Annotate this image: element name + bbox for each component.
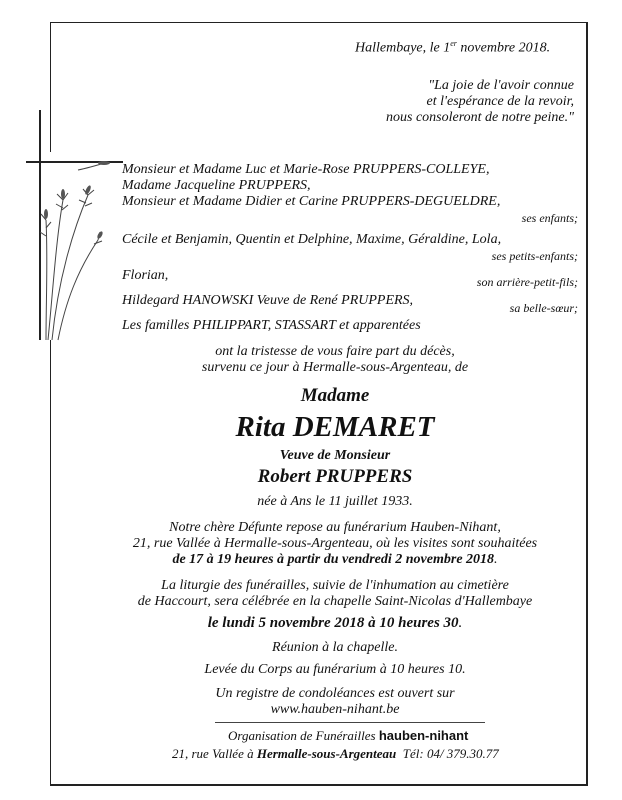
quote-line-1: "La joie de l'avoir connue [428, 78, 574, 93]
register-line: Un registre de condoléances est ouvert sur [215, 686, 455, 701]
liturgy-line-2: de Haccourt, sera célébrée en la chapelle Saint-Nicolas d'Hallembaye [137, 594, 533, 609]
levee-line: Levée du Corps au funérarium à 10 heures 10. [204, 662, 466, 677]
visit-hours: de 17 à 19 heures à partir du vendredi 2 novembre 2018. [172, 552, 498, 567]
quote-line-3: nous consoleront de notre peine." [386, 110, 574, 125]
liturgy-line-1: La liturgie des funérailles, suivie de l'inhumation au cimetière [161, 578, 509, 593]
date-line: Hallembaye, le 1er novembre 2018. [355, 39, 551, 56]
rest-line-1: Notre chère Défunte repose au funérarium Hauben-Nihant, [169, 520, 501, 535]
family-child-2: Madame Jacqueline PRUPPERS, [122, 178, 311, 193]
sister-in-law-label: sa belle-sœur; [509, 301, 578, 315]
great-grandchild-label: son arrière-petit-fils; [476, 275, 578, 289]
grandchildren-label: ses petits-enfants; [491, 249, 578, 263]
family-families: Les familles PHILIPPART, STASSART et apparentées [122, 318, 421, 333]
border-frame-left-bottom [50, 340, 51, 786]
ceremony-date: le lundi 5 novembre 2018 à 10 heures 30. [207, 615, 463, 631]
announcement-line-1: ont la tristesse de vous faire part du décès, [215, 344, 455, 359]
reunion-line: Réunion à la chapelle. [272, 640, 398, 655]
footer-phone: Tél: 04/ 379.30.77 [402, 746, 499, 761]
children-label: ses enfants; [521, 211, 578, 225]
widow-of: Veuve de Monsieur [279, 448, 391, 463]
deceased-name: Rita DEMARET [235, 411, 435, 443]
cross-wheat-icon [18, 110, 128, 350]
footer-organisation: Organisation de Funérailles hauben-nihant [228, 728, 469, 743]
family-great-grandchild: Florian, [122, 268, 169, 283]
birth-line: née à Ans le 11 juillet 1933. [257, 494, 413, 509]
family-sister-in-law: Hildegard HANOWSKI Veuve de René PRUPPERS, [122, 293, 414, 308]
register-url[interactable]: www.hauben-nihant.be [270, 702, 400, 717]
family-child-3: Monsieur et Madame Didier et Carine PRUPPERS-DEGUELDRE, [122, 194, 501, 209]
deceased-title: Madame [300, 385, 370, 406]
family-grandchildren: Cécile et Benjamin, Quentin et Delphine, Maxime, Géraldine, Lola, [122, 232, 502, 247]
announcement-line-2: survenu ce jour à Hermalle-sous-Argenteau, de [201, 360, 469, 375]
footer-address: 21, rue Vallée à Hermalle-sous-Argenteau Tél: 04/ 379.30.77 [172, 746, 499, 761]
quote-line-2: et l'espérance de la revoir, [426, 94, 574, 109]
footer-divider [215, 722, 485, 723]
husband-name: Robert PRUPPERS [257, 466, 413, 487]
family-child-1: Monsieur et Madame Luc et Marie-Rose PRUPPERS-COLLEYE, [122, 162, 490, 177]
rest-line-2: 21, rue Vallée à Hermalle-sous-Argenteau, où les visites sont souhaitées [132, 536, 538, 551]
